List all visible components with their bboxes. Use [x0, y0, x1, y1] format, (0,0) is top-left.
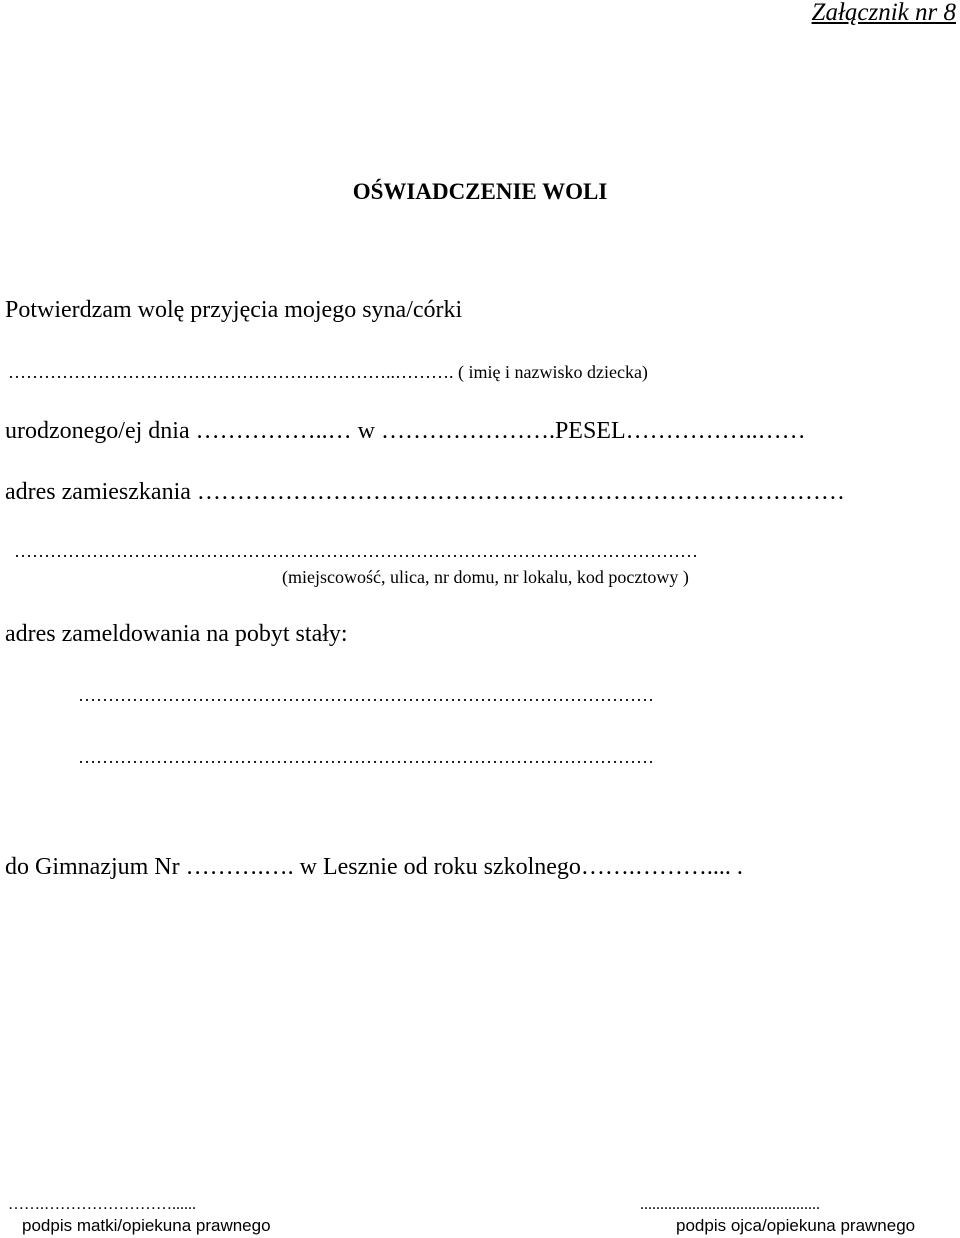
school-line: do Gimnazjum Nr ……….…. w Lesznie od roku szkolnego…….……….... .: [5, 854, 743, 880]
birth-date-pesel-line: urodzonego/ej dnia ……………..… w ………………….PESEL……………..……: [5, 418, 806, 444]
attachment-label: Załącznik nr 8: [811, 0, 956, 26]
father-signature-label: podpis ojca/opiekuna prawnego: [676, 1216, 916, 1235]
father-signature-dots: .............................................: [640, 1196, 820, 1213]
registration-dots-line-2: ……………………………………………………………………………………: [78, 747, 654, 767]
document-title: OŚWIADCZENIE WOLI: [352, 179, 608, 204]
residence-address-hint: (miejscowość, ulica, nr domu, nr lokalu, kod pocztowy ): [282, 567, 689, 587]
registration-dots-line-1: ……………………………………………………………………………………: [78, 685, 654, 705]
registration-address-label: adres zameldowania na pobyt stały:: [5, 621, 348, 647]
residence-dots-line: ……………………………………………………………………………………………………: [14, 541, 698, 561]
residence-address-line: adres zamieszkania ………………………………………………………………………: [5, 479, 845, 505]
mother-signature-dots: …….……………………......: [8, 1196, 196, 1213]
child-name-line: ………………………………………………………..………. ( imię i nazwisko dziecka): [8, 362, 648, 382]
confirm-line: Potwierdzam wolę przyjęcia mojego syna/córki: [5, 297, 463, 323]
mother-signature-label: podpis matki/opiekuna prawnego: [22, 1216, 271, 1235]
